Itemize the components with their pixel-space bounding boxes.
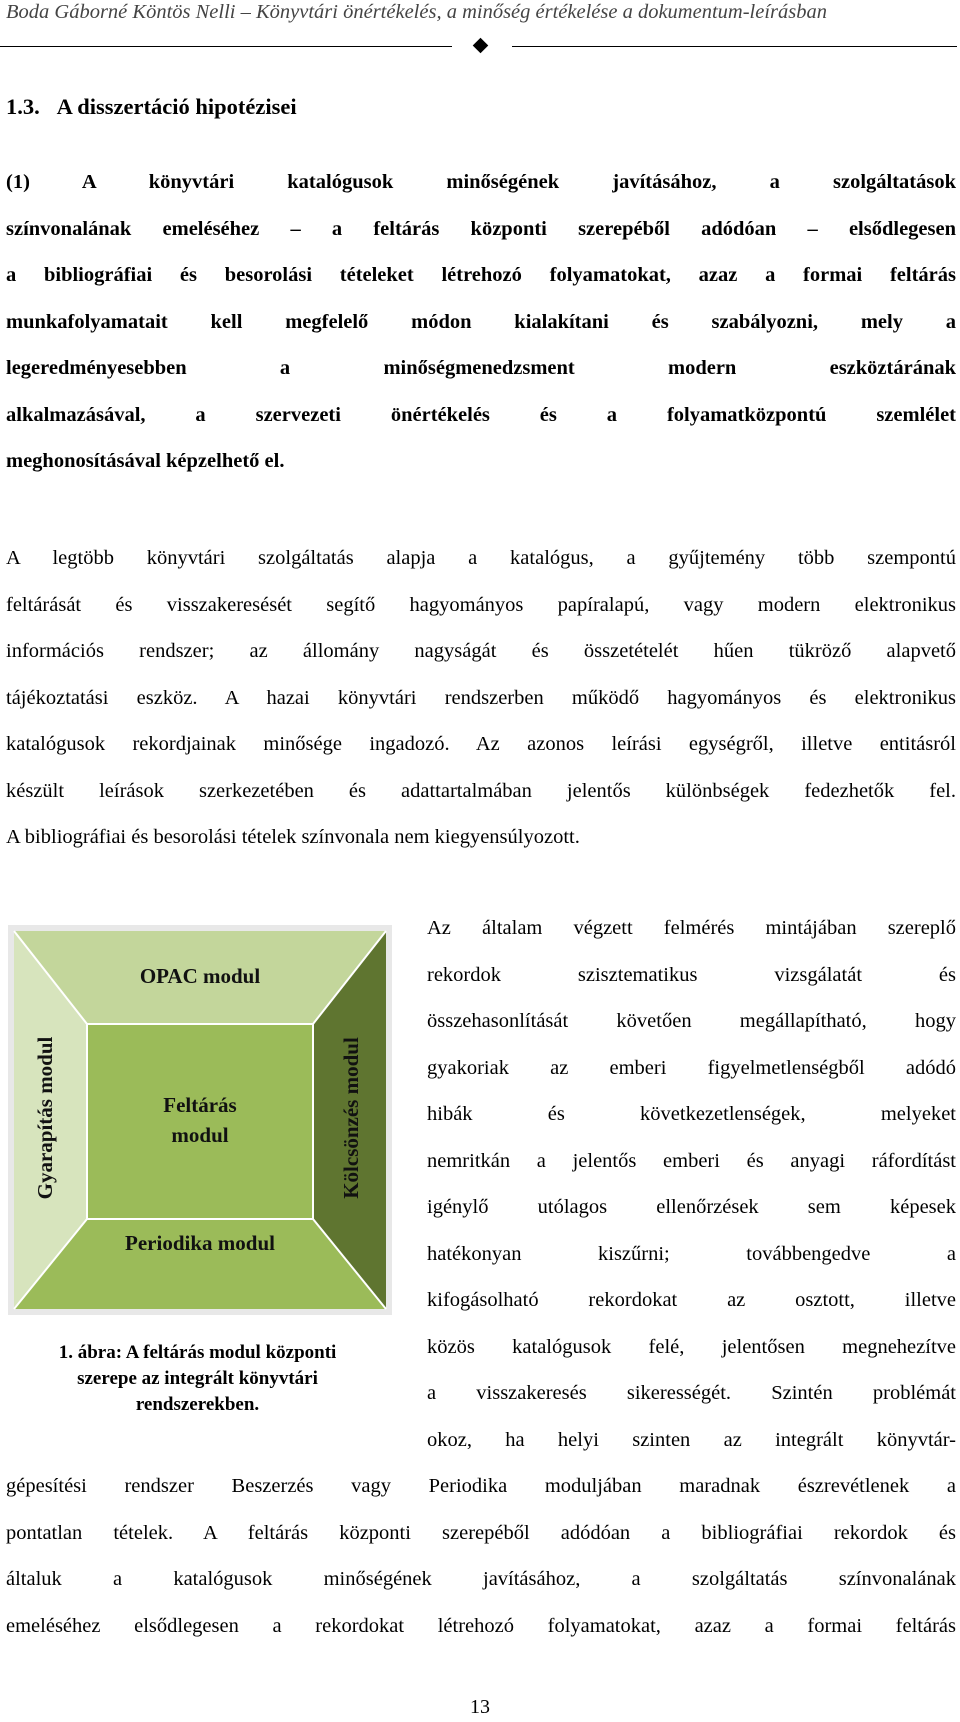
- side-line: összehasonlítását követően megállapítható, hogy: [427, 1010, 956, 1032]
- diagram-label-center-line1: Feltárás: [163, 1093, 237, 1117]
- hypothesis-line: (1) A könyvtári katalógusok minőségének javításához, a szolgáltatások: [6, 171, 956, 193]
- side-line: hibák és következetlenségek, melyeket: [427, 1103, 956, 1125]
- body-paragraph: [6, 535, 956, 861]
- continuation-paragraph: [6, 1463, 956, 1649]
- diagram-label-gyarapitas: Gyarapítás modul: [33, 1036, 57, 1200]
- hypothesis-line: színvonalának emeléséhez – a feltárás központi szerepéből adódóan – elsődlegesen: [6, 217, 956, 240]
- hypothesis-paragraph: [6, 159, 956, 485]
- side-line: rekordok szisztematikus vizsgálatát és: [427, 963, 956, 986]
- module-diagram: [8, 925, 392, 1315]
- diagram-label-center: [87, 1090, 313, 1150]
- caption-line: szerepe az integrált könyvtári: [77, 1368, 318, 1389]
- body-line: információs rendszer; az állomány nagyságát és összetételét hűen tükröző alapvető: [6, 640, 956, 662]
- diagram-label-center-line2: modul: [171, 1123, 229, 1147]
- side-paragraph: [427, 905, 956, 1463]
- diagram-label-periodika: Periodika modul: [125, 1231, 275, 1255]
- continuation-line: gépesítési rendszer Beszerzés vagy Periodika moduljában maradnak észrevétlenek a: [6, 1475, 956, 1497]
- hypothesis-line: munkafolyamatait kell megfelelő módon kialakítani és szabályozni, mely a: [6, 310, 956, 333]
- diagram-label-opac: OPAC modul: [139, 964, 261, 988]
- continuation-line: általuk a katalógusok minőségének javításához, a szolgáltatás színvonalának: [6, 1568, 956, 1590]
- side-line: Az általam végzett felmérés mintájában szereplő: [427, 917, 956, 939]
- diagram-label-kolcsonzes: Kölcsönzés modul: [339, 1037, 363, 1199]
- continuation-line: pontatlan tételek. A feltárás központi szerepéből adódóan a bibliográfiai rekordok és: [6, 1521, 956, 1544]
- side-line: közös katalógusok felé, jelentősen megnehezítve: [427, 1335, 956, 1358]
- hypothesis-line: legeredményesebben a minőségmenedzsment modern eszköztárának: [6, 357, 956, 379]
- side-line: okoz, ha helyi szinten az integrált könyvtár-: [427, 1428, 956, 1451]
- diamond-ornament-icon: [473, 38, 489, 54]
- hypothesis-line: alkalmazásával, a szervezeti önértékelés és a folyamatközpontú szemlélet: [6, 403, 956, 426]
- body-line: feltárását és visszakeresését segítő hagyományos papíralapú, vagy modern elektronikus: [6, 593, 956, 616]
- side-line: gyakoriak az emberi figyelmetlenségből adódó: [427, 1056, 956, 1079]
- hypothesis-line: a bibliográfiai és besorolási tételeket létrehozó folyamatokat, azaz a formai feltárás: [6, 264, 956, 286]
- side-line: hatékonyan kiszűrni; továbbengedve a: [427, 1242, 956, 1265]
- side-line: a visszakeresés sikerességét. Szintén problémát: [427, 1382, 956, 1404]
- header-rule-left: [0, 46, 452, 47]
- body-line: készült leírások szerkezetében és adattartalmában jelentős különbségek fedezhetők fel.: [6, 779, 956, 802]
- caption-line: 1. ábra: A feltárás modul központi: [58, 1342, 337, 1363]
- continuation-line: emeléséhez elsődlegesen a rekordokat létrehozó folyamatokat, azaz a formai feltárás: [6, 1614, 956, 1637]
- body-line: A bibliográfiai és besorolási tételek színvonala nem kiegyensúlyozott.: [6, 826, 580, 848]
- side-line: igénylő utólagos ellenőrzések sem képesek: [427, 1196, 956, 1218]
- caption-line: rendszerekben.: [135, 1394, 260, 1415]
- header-rule-right: [512, 46, 957, 47]
- body-line: katalógusok rekordjainak minősége ingadozó. Az azonos leírási egységről, illetve entitásról: [6, 733, 956, 755]
- side-line: kifogásolható rekordokat az osztott, illetve: [427, 1289, 956, 1311]
- page-number: 13: [470, 1696, 490, 1718]
- figure-caption: [20, 1340, 375, 1418]
- side-line: nemritkán a jelentős emberi és anyagi ráfordítást: [427, 1149, 956, 1172]
- body-line: tájékoztatási eszköz. A hazai könyvtári rendszerben működő hagyományos és elektronikus: [6, 686, 956, 709]
- section-heading: 1.3. A disszertáció hipotézisei: [6, 94, 297, 119]
- body-line: A legtöbb könyvtári szolgáltatás alapja a katalógus, a gyűjtemény több szempontú: [6, 547, 956, 569]
- running-header: Boda Gáborné Köntös Nelli – Könyvtári önértékelés, a minőség értékelése a dokumentum-leírásban: [6, 1, 827, 23]
- hypothesis-line: meghonosításával képzelhető el.: [6, 450, 285, 472]
